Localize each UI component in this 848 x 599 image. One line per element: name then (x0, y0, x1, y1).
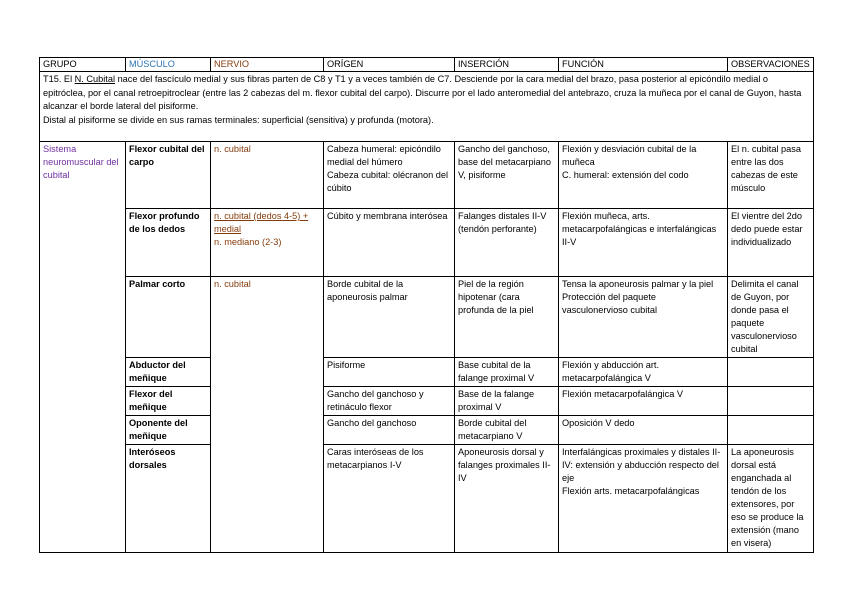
muscle-name: Flexor cubital del carpo (126, 142, 211, 209)
nerve-cell (211, 209, 324, 277)
muscle-name: Abductor del meñique (126, 358, 211, 387)
table-row (40, 209, 814, 277)
origin-cell: Gancho del ganchoso y retináculo flexor (324, 387, 455, 416)
insertion-cell: Aponeurosis dorsal y falanges proximales II-IV (455, 445, 559, 553)
insertion-cell: Piel de la región hipotenar (cara profunda de la piel (455, 277, 559, 358)
intro-text-2: Distal al pisiforme se divide en sus ramas terminales: superficial (sensitiva) y profunda (motora). (43, 114, 434, 125)
table-row (40, 387, 814, 416)
origin-cell: Cúbito y membrana interósea (324, 209, 455, 277)
header-funcion: FUNCIÓN (559, 58, 728, 72)
function-cell: Flexión y abducción art. metacarpofalángica V (559, 358, 728, 387)
header-row (40, 58, 814, 72)
origin-cell: Borde cubital de la aponeurosis palmar (324, 277, 455, 358)
group-cell: Sistema neuromuscular del cubital (40, 142, 126, 553)
muscle-name: Palmar corto (126, 277, 211, 358)
observation-cell (728, 387, 814, 416)
function-line: Protección del paquete vasculonervioso cubital (562, 292, 657, 315)
nerve-line: n. mediano (2-3) (214, 237, 282, 247)
observation-cell: El vientre del 2do dedo puede estar individualizado (728, 209, 814, 277)
header-insercion: INSERCIÓN (455, 58, 559, 72)
nerve-cell: n. cubital (211, 277, 324, 553)
insertion-cell: Falanges distales II-V (tendón perforante) (455, 209, 559, 277)
nerve-line: n. cubital (dedos 4-5) + medial (214, 211, 309, 234)
muscle-name: Flexor profundo de los dedos (126, 209, 211, 277)
insertion-cell: Base cubital de la falange proximal V (455, 358, 559, 387)
function-cell: Flexión muñeca, arts. metacarpofalángicas e interfalángicas II-V (559, 209, 728, 277)
function-line: Flexión arts. metacarpofalángicas (562, 486, 700, 496)
table-row (40, 277, 814, 358)
origin-line: Cabeza humeral: epicóndilo medial del húmero (327, 144, 441, 167)
observation-cell: El n. cubital pasa entre las dos cabezas de este músculo (728, 142, 814, 209)
table-row (40, 358, 814, 387)
nerve-link: N. Cubital (74, 74, 116, 84)
origin-cell: Gancho del ganchoso (324, 416, 455, 445)
muscle-name: Interóseos dorsales (126, 445, 211, 553)
nerve-cell: n. cubital (211, 142, 324, 209)
table-row (40, 445, 814, 553)
table-row (40, 416, 814, 445)
function-line: Flexión y desviación cubital de la muñeca (562, 144, 697, 167)
header-observaciones: OBSERVACIONES (728, 58, 814, 72)
intro-prefix: T15. El (43, 74, 75, 84)
function-cell: Flexión metacarpofalángica V (559, 387, 728, 416)
header-nervio: NERVIO (211, 58, 324, 72)
insertion-cell: Gancho del ganchoso, base del metacarpiano V, pisiforme (455, 142, 559, 209)
header-origen: ORÍGEN (324, 58, 455, 72)
header-musculo: MÚSCULO (126, 58, 211, 72)
observation-cell: Delimita el canal de Guyon, por donde pasa el paquete vasculonervioso cubital (728, 277, 814, 358)
muscle-table (39, 57, 814, 553)
muscle-name: Flexor del meñique (126, 387, 211, 416)
insertion-cell: Base de la falange proximal V (455, 387, 559, 416)
observation-cell (728, 416, 814, 445)
function-cell (559, 445, 728, 553)
origin-cell (324, 142, 455, 209)
function-cell (559, 142, 728, 209)
origin-cell: Caras interóseas de los metacarpianos I-V (324, 445, 455, 553)
insertion-cell: Borde cubital del metacarpiano V (455, 416, 559, 445)
function-line: Tensa la aponeurosis palmar y la piel (562, 279, 714, 289)
function-line: Interfalángicas proximales y distales II-IV: extensión y abducción respecto del eje (562, 447, 721, 483)
origin-line: Cabeza cubital: olécranon del cúbito (327, 170, 449, 193)
intro-paragraph (40, 72, 814, 142)
table-row (40, 142, 814, 209)
origin-cell: Pisiforme (324, 358, 455, 387)
function-line: C. humeral: extensión del codo (562, 170, 689, 180)
observation-cell (728, 358, 814, 387)
header-grupo: GRUPO (40, 58, 126, 72)
function-cell (559, 277, 728, 358)
intro-text: nace del fascículo medial y sus fibras parten de C8 y T1 y a veces también de C7. Desciende por la cara medial del brazo, pasa posterior al epicóndilo medial o epitróclea, por el canal retroepitroclear (entre las 2 cabezas del m. flexor cubital del carpo). Discurre por el lado anteromedial del antebrazo, cruza la muñeca por el canal de Guyon, hasta alcanzar el borde lateral del pisiforme. (43, 74, 802, 111)
muscle-name: Oponente del meñique (126, 416, 211, 445)
observation-cell: La aponeurosis dorsal está enganchada al tendón de los extensores, por eso se produce la extensión (mano en visera) (728, 445, 814, 553)
function-cell: Oposición V dedo (559, 416, 728, 445)
intro-row (40, 72, 814, 142)
